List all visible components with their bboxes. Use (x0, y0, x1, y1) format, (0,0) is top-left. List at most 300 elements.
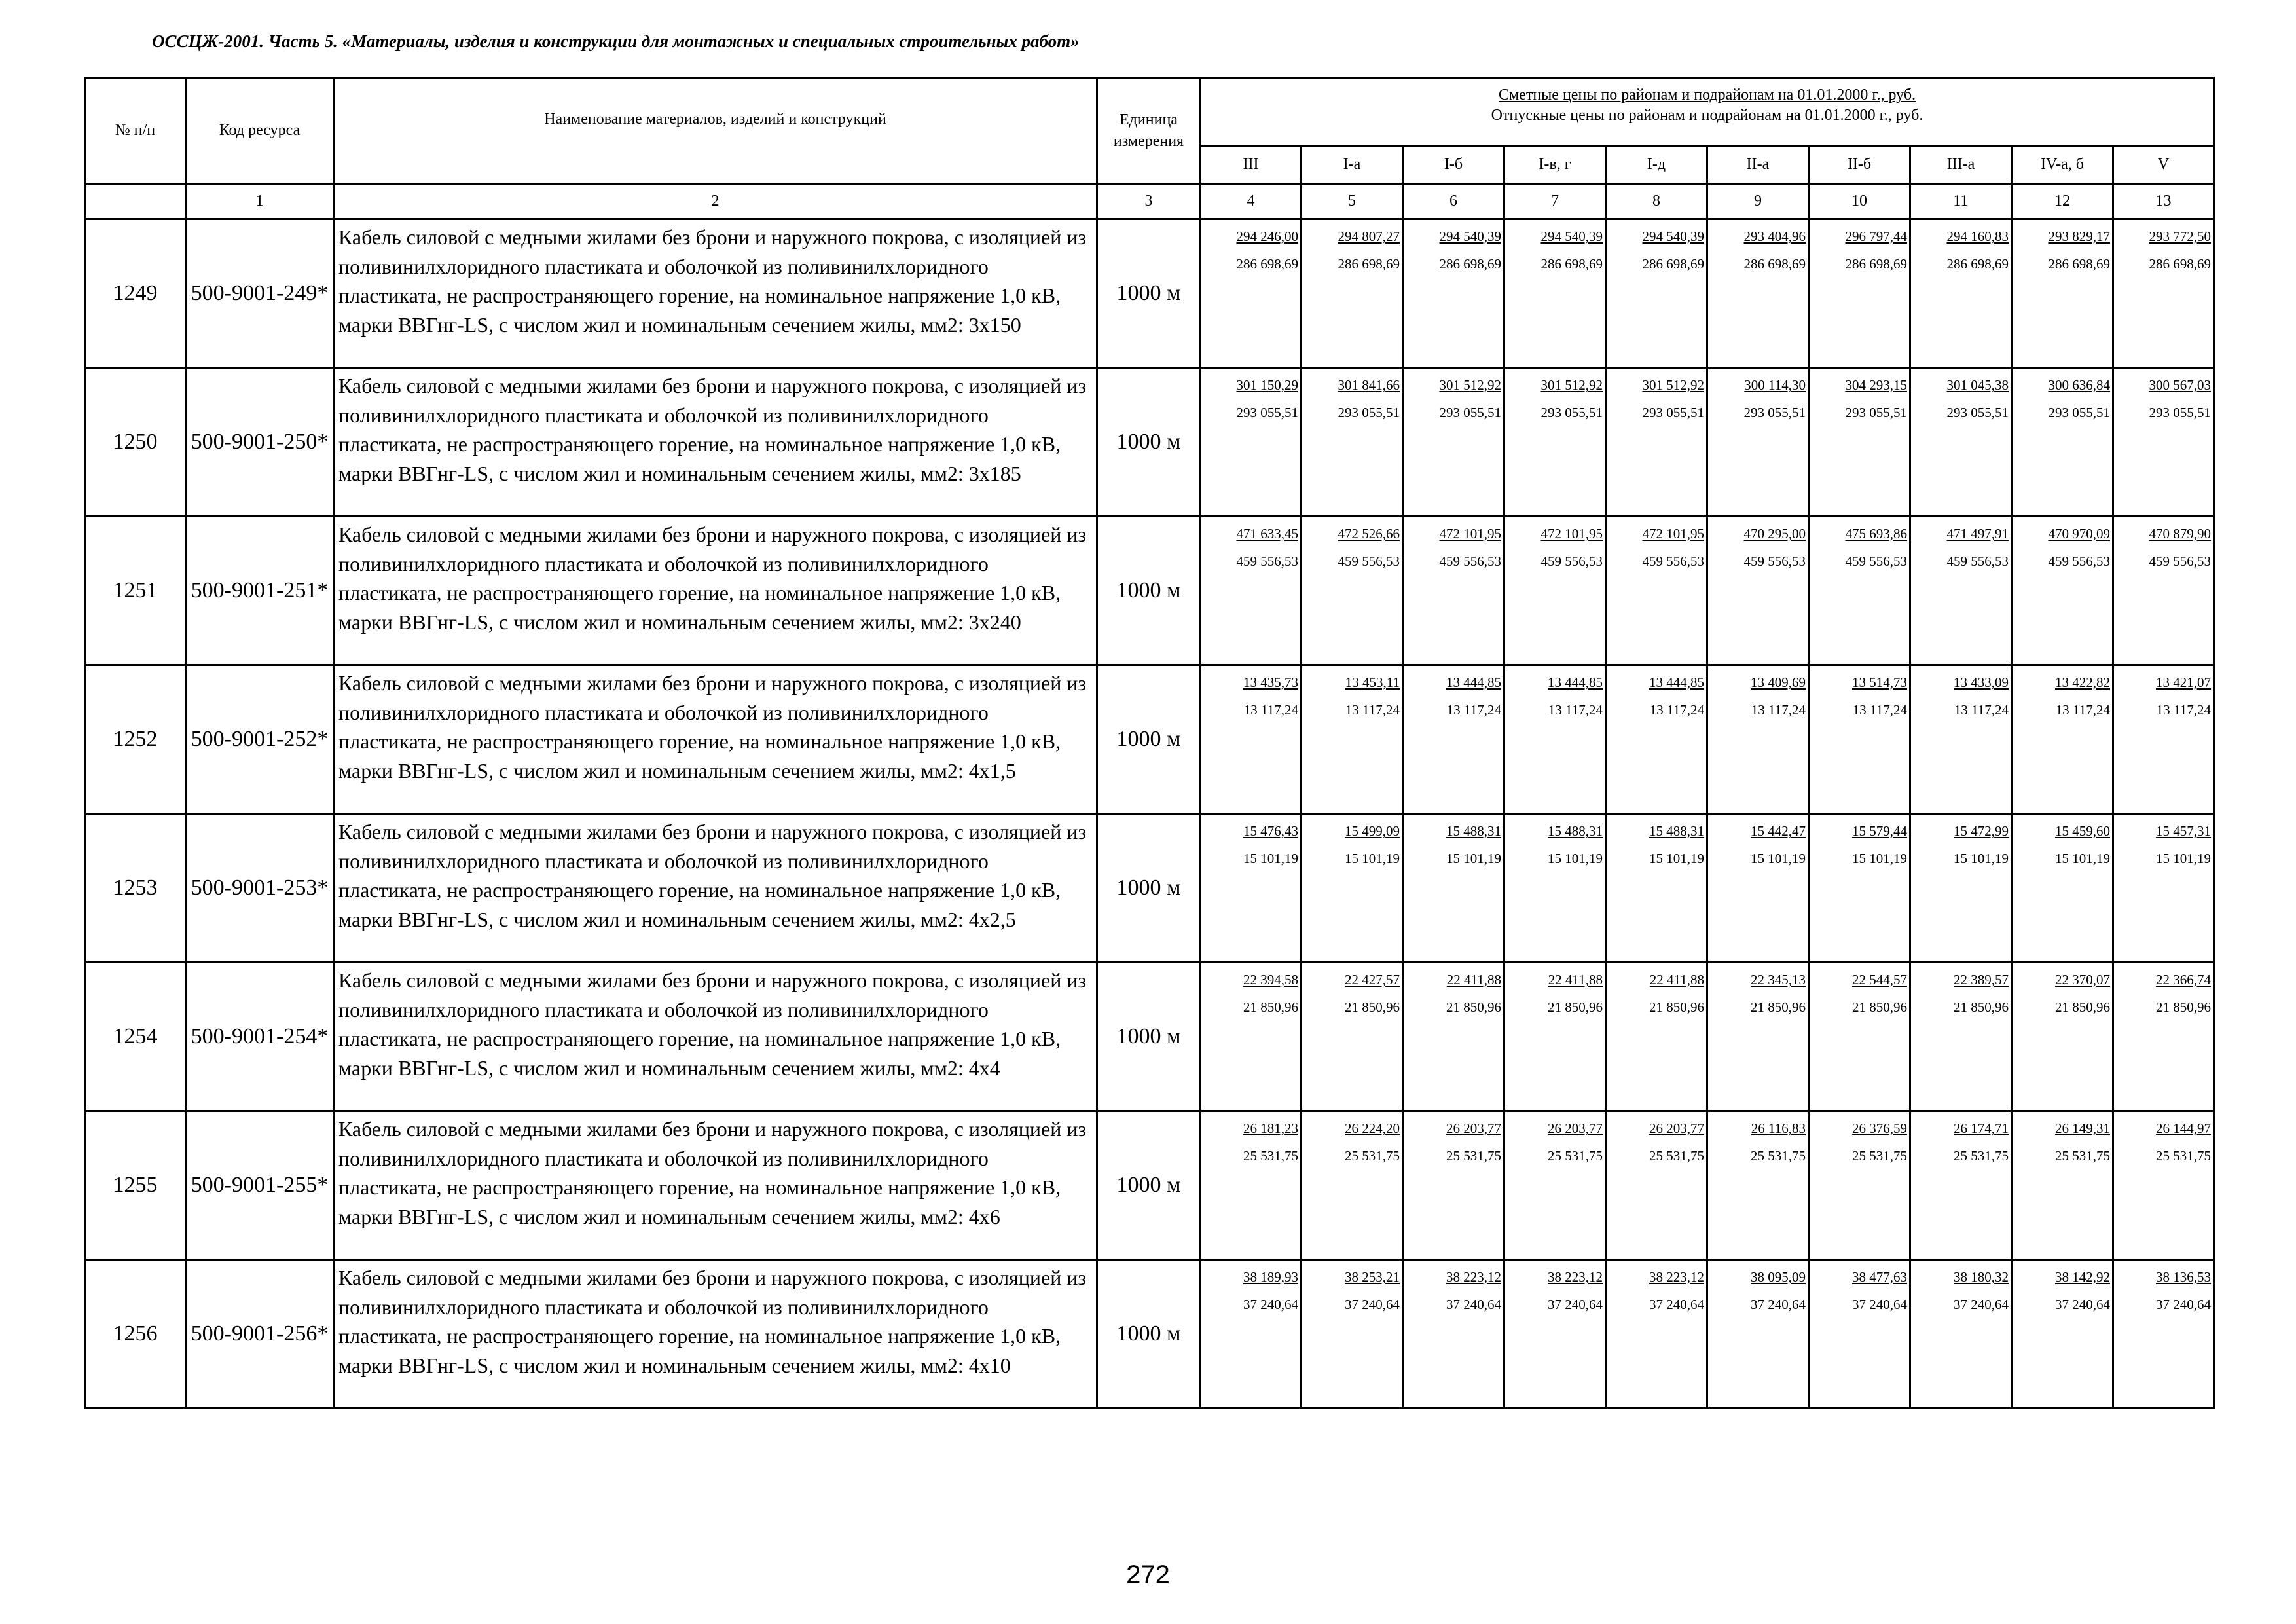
estimate-price: 22 389,57 (1954, 972, 2009, 987)
release-price: 286 698,69 (1338, 256, 1400, 272)
price-cell (1809, 1260, 1910, 1409)
estimate-price: 472 526,66 (1338, 526, 1400, 542)
release-price: 37 240,64 (1345, 1297, 1400, 1312)
price-cell (1302, 368, 1403, 517)
estimate-price: 13 422,82 (2055, 674, 2110, 690)
estimate-price: 294 246,00 (1236, 229, 1298, 244)
resource-code: 500-9001-250* (186, 368, 334, 517)
release-price: 21 850,96 (1548, 999, 1603, 1015)
price-cell (1809, 219, 1910, 368)
price-cell (1910, 665, 2012, 814)
release-price: 459 556,53 (1338, 553, 1400, 569)
release-price: 293 055,51 (1338, 405, 1400, 420)
release-price: 25 531,75 (1751, 1148, 1806, 1164)
release-price: 286 698,69 (1439, 256, 1501, 272)
estimate-price: 472 101,95 (1439, 526, 1501, 542)
price-cell (1910, 1260, 2012, 1409)
release-price: 13 117,24 (1548, 702, 1603, 718)
price-cell (1201, 368, 1302, 517)
price-cell (1606, 368, 1707, 517)
estimate-price: 26 144,97 (2156, 1120, 2212, 1136)
release-price: 25 531,75 (2156, 1148, 2212, 1164)
release-price: 293 055,51 (1439, 405, 1501, 420)
region-header: II-а (1707, 146, 1809, 184)
release-price: 286 698,69 (1845, 256, 1907, 272)
price-cell (1910, 963, 2012, 1111)
release-price: 15 101,19 (1446, 851, 1501, 866)
release-price: 37 240,64 (2156, 1297, 2212, 1312)
estimate-price: 26 116,83 (1751, 1120, 1806, 1136)
price-cell (1201, 517, 1302, 665)
price-cell (1707, 1260, 1809, 1409)
header-name: Наименование материалов, изделий и конструкций (334, 78, 1097, 184)
release-price: 13 117,24 (1852, 702, 1907, 718)
release-price: 13 117,24 (1345, 702, 1400, 718)
price-cell (2113, 517, 2214, 665)
release-price: 293 055,51 (1540, 405, 1603, 420)
header-prices-estimate: Сметные цены по районам и подрайонам на 01.01.2000 г., руб. (1498, 86, 1916, 103)
estimate-price: 22 345,13 (1751, 972, 1806, 987)
price-cell (1201, 963, 1302, 1111)
price-cell (1504, 1111, 1606, 1260)
price-cell (1910, 368, 2012, 517)
resource-code: 500-9001-251* (186, 517, 334, 665)
region-header: I-в, г (1504, 146, 1606, 184)
estimate-price: 13 444,85 (1446, 674, 1501, 690)
release-price: 25 531,75 (2055, 1148, 2110, 1164)
estimate-price: 13 433,09 (1954, 674, 2009, 690)
estimate-price: 13 409,69 (1751, 674, 1806, 690)
release-price: 286 698,69 (1236, 256, 1298, 272)
estimate-price: 15 472,99 (1954, 823, 2009, 839)
price-cell (1403, 368, 1504, 517)
release-price: 25 531,75 (1954, 1148, 2009, 1164)
estimate-price: 38 253,21 (1345, 1269, 1400, 1285)
table-row (85, 1260, 2214, 1409)
column-number: 7 (1504, 184, 1606, 219)
unit-of-measure: 1000 м (1097, 219, 1201, 368)
price-cell (2113, 219, 2214, 368)
price-cell (2113, 1260, 2214, 1409)
column-number: 1 (186, 184, 334, 219)
price-cell (1403, 1260, 1504, 1409)
estimate-price: 301 512,92 (1642, 377, 1704, 393)
estimate-price: 300 114,30 (1744, 377, 1806, 393)
price-cell (1403, 1111, 1504, 1260)
price-cell (1504, 814, 1606, 963)
release-price: 15 101,19 (2156, 851, 2212, 866)
release-price: 459 556,53 (1743, 553, 1806, 569)
column-number: 4 (1201, 184, 1302, 219)
column-number: 6 (1403, 184, 1504, 219)
price-cell (1809, 1111, 1910, 1260)
price-cell (2012, 1111, 2113, 1260)
price-cell (2113, 368, 2214, 517)
release-price: 293 055,51 (2048, 405, 2110, 420)
release-price: 21 850,96 (1954, 999, 2009, 1015)
column-number: 3 (1097, 184, 1201, 219)
release-price: 21 850,96 (1649, 999, 1704, 1015)
price-cell (2012, 963, 2113, 1111)
unit-of-measure: 1000 м (1097, 368, 1201, 517)
release-price: 21 850,96 (1446, 999, 1501, 1015)
price-cell (1302, 963, 1403, 1111)
estimate-price: 13 444,85 (1548, 674, 1603, 690)
estimate-price: 22 366,74 (2156, 972, 2212, 987)
estimate-price: 293 829,17 (2048, 229, 2110, 244)
header-unit: Единица измерения (1097, 78, 1201, 184)
release-price: 459 556,53 (1845, 553, 1907, 569)
unit-of-measure: 1000 м (1097, 665, 1201, 814)
estimate-price: 15 442,47 (1751, 823, 1806, 839)
region-header: V (2113, 146, 2214, 184)
estimate-price: 15 459,60 (2055, 823, 2110, 839)
price-cell (2012, 665, 2113, 814)
price-cell (2113, 963, 2214, 1111)
region-header: I-а (1302, 146, 1403, 184)
estimate-price: 300 567,03 (2149, 377, 2212, 393)
release-price: 37 240,64 (2055, 1297, 2110, 1312)
estimate-price: 301 150,29 (1236, 377, 1298, 393)
price-cell (1201, 1111, 1302, 1260)
release-price: 15 101,19 (1852, 851, 1907, 866)
release-price: 459 556,53 (1439, 553, 1501, 569)
price-cell (1403, 219, 1504, 368)
row-number: 1250 (85, 368, 186, 517)
price-cell (1201, 814, 1302, 963)
resource-code: 500-9001-252* (186, 665, 334, 814)
region-header: II-б (1809, 146, 1910, 184)
release-price: 13 117,24 (2156, 702, 2212, 718)
column-number-blank (85, 184, 186, 219)
release-price: 459 556,53 (1236, 553, 1298, 569)
release-price: 15 101,19 (1243, 851, 1298, 866)
release-price: 13 117,24 (1243, 702, 1298, 718)
price-cell (1809, 368, 1910, 517)
price-cell (1809, 963, 1910, 1111)
release-price: 286 698,69 (1540, 256, 1603, 272)
row-number: 1253 (85, 814, 186, 963)
material-name: Кабель силовой с медными жилами без брони и наружного покрова, с изоляцией из поливинилхлоридного пластиката и оболочкой из поливинилхлоридного пластиката, не распространяющего горение, на номинальное напряжение 1,0 кВ, марки ВВГнг-LS, с числом жил и номинальным сечением жилы, мм2: 4х2,5 (334, 814, 1097, 963)
price-cell (1606, 665, 1707, 814)
region-header: I-д (1606, 146, 1707, 184)
price-cell (1809, 517, 1910, 665)
release-price: 25 531,75 (1649, 1148, 1704, 1164)
estimate-price: 301 512,92 (1439, 377, 1501, 393)
price-cell (1403, 963, 1504, 1111)
release-price: 15 101,19 (1548, 851, 1603, 866)
estimate-price: 471 633,45 (1236, 526, 1298, 542)
unit-of-measure: 1000 м (1097, 1111, 1201, 1260)
price-cell (1606, 1260, 1707, 1409)
release-price: 293 055,51 (1236, 405, 1298, 420)
price-cell (1606, 517, 1707, 665)
release-price: 37 240,64 (1649, 1297, 1704, 1312)
release-price: 37 240,64 (1548, 1297, 1603, 1312)
release-price: 25 531,75 (1852, 1148, 1907, 1164)
estimate-price: 15 488,31 (1446, 823, 1501, 839)
estimate-price: 301 512,92 (1540, 377, 1603, 393)
material-name: Кабель силовой с медными жилами без брони и наружного покрова, с изоляцией из поливинилхлоридного пластиката и оболочкой из поливинилхлоридного пластиката, не распространяющего горение, на номинальное напряжение 1,0 кВ, марки ВВГнг-LS, с числом жил и номинальным сечением жилы, мм2: 3х240 (334, 517, 1097, 665)
header-num: № п/п (85, 78, 186, 184)
price-cell (1302, 665, 1403, 814)
resource-code: 500-9001-256* (186, 1260, 334, 1409)
material-name: Кабель силовой с медными жилами без брони и наружного покрова, с изоляцией из поливинилхлоридного пластиката и оболочкой из поливинилхлоридного пластиката, не распространяющего горение, на номинальное напряжение 1,0 кВ, марки ВВГнг-LS, с числом жил и номинальным сечением жилы, мм2: 4х1,5 (334, 665, 1097, 814)
release-price: 21 850,96 (1345, 999, 1400, 1015)
price-cell (1302, 1111, 1403, 1260)
row-number: 1251 (85, 517, 186, 665)
price-cell (1504, 963, 1606, 1111)
material-name: Кабель силовой с медными жилами без брони и наружного покрова, с изоляцией из поливинилхлоридного пластиката и оболочкой из поливинилхлоридного пластиката, не распространяющего горение, на номинальное напряжение 1,0 кВ, марки ВВГнг-LS, с числом жил и номинальным сечением жилы, мм2: 4х10 (334, 1260, 1097, 1409)
estimate-price: 293 404,96 (1743, 229, 1806, 244)
estimate-price: 22 411,88 (1446, 972, 1501, 987)
release-price: 37 240,64 (1243, 1297, 1298, 1312)
release-price: 459 556,53 (2048, 553, 2110, 569)
row-number: 1254 (85, 963, 186, 1111)
estimate-price: 470 295,00 (1743, 526, 1806, 542)
release-price: 25 531,75 (1243, 1148, 1298, 1164)
release-price: 15 101,19 (1954, 851, 2009, 866)
unit-of-measure: 1000 м (1097, 814, 1201, 963)
estimate-price: 22 411,88 (1548, 972, 1603, 987)
price-table (84, 77, 2215, 1409)
release-price: 459 556,53 (2149, 553, 2212, 569)
release-price: 293 055,51 (1642, 405, 1704, 420)
estimate-price: 471 497,91 (1946, 526, 2009, 542)
release-price: 21 850,96 (2055, 999, 2110, 1015)
estimate-price: 472 101,95 (1642, 526, 1704, 542)
release-price: 293 055,51 (1946, 405, 2009, 420)
estimate-price: 472 101,95 (1540, 526, 1603, 542)
price-cell (1403, 517, 1504, 665)
estimate-price: 294 807,27 (1338, 229, 1400, 244)
unit-of-measure: 1000 м (1097, 963, 1201, 1111)
price-cell (1606, 814, 1707, 963)
column-number: 12 (2012, 184, 2113, 219)
estimate-price: 470 879,90 (2149, 526, 2212, 542)
release-price: 15 101,19 (1751, 851, 1806, 866)
estimate-price: 304 293,15 (1845, 377, 1907, 393)
column-number: 2 (334, 184, 1097, 219)
unit-of-measure: 1000 м (1097, 1260, 1201, 1409)
resource-code: 500-9001-249* (186, 219, 334, 368)
price-cell (1707, 219, 1809, 368)
column-number: 11 (1910, 184, 2012, 219)
region-header: IV-а, б (2012, 146, 2113, 184)
page-number: 272 (1126, 1560, 1170, 1589)
release-price: 13 117,24 (2055, 702, 2110, 718)
estimate-price: 38 189,93 (1243, 1269, 1298, 1285)
release-price: 13 117,24 (1751, 702, 1806, 718)
table-row (85, 368, 2214, 517)
price-cell (2012, 368, 2113, 517)
release-price: 15 101,19 (1345, 851, 1400, 866)
estimate-price: 294 160,83 (1946, 229, 2009, 244)
estimate-price: 470 970,09 (2048, 526, 2110, 542)
release-price: 459 556,53 (1540, 553, 1603, 569)
release-price: 21 850,96 (2156, 999, 2212, 1015)
release-price: 21 850,96 (1243, 999, 1298, 1015)
estimate-price: 26 203,77 (1548, 1120, 1603, 1136)
release-price: 286 698,69 (1743, 256, 1806, 272)
release-price: 37 240,64 (1852, 1297, 1907, 1312)
price-cell (2012, 219, 2113, 368)
price-cell (1403, 665, 1504, 814)
price-cell (2012, 1260, 2113, 1409)
column-number: 8 (1606, 184, 1707, 219)
release-price: 286 698,69 (1642, 256, 1704, 272)
row-number: 1252 (85, 665, 186, 814)
region-header: III (1201, 146, 1302, 184)
header-prices (1201, 78, 2214, 146)
price-cell (1910, 1111, 2012, 1260)
price-cell (1504, 1260, 1606, 1409)
estimate-price: 293 772,50 (2149, 229, 2212, 244)
region-header: I-б (1403, 146, 1504, 184)
resource-code: 500-9001-255* (186, 1111, 334, 1260)
price-cell (1201, 1260, 1302, 1409)
estimate-price: 300 636,84 (2048, 377, 2110, 393)
estimate-price: 22 544,57 (1852, 972, 1907, 987)
release-price: 25 531,75 (1446, 1148, 1501, 1164)
price-cell (1302, 814, 1403, 963)
row-number: 1255 (85, 1111, 186, 1260)
release-price: 37 240,64 (1954, 1297, 2009, 1312)
price-cell (1302, 517, 1403, 665)
estimate-price: 38 223,12 (1548, 1269, 1603, 1285)
estimate-price: 26 224,20 (1345, 1120, 1400, 1136)
region-header: III-а (1910, 146, 2012, 184)
price-cell (1707, 665, 1809, 814)
release-price: 459 556,53 (1642, 553, 1704, 569)
estimate-price: 301 045,38 (1946, 377, 2009, 393)
column-number: 10 (1809, 184, 1910, 219)
release-price: 13 117,24 (1649, 702, 1704, 718)
header-code: Код ресурса (186, 78, 334, 184)
estimate-price: 294 540,39 (1439, 229, 1501, 244)
estimate-price: 26 203,77 (1446, 1120, 1501, 1136)
table-row (85, 814, 2214, 963)
material-name: Кабель силовой с медными жилами без брони и наружного покрова, с изоляцией из поливинилхлоридного пластиката и оболочкой из поливинилхлоридного пластиката, не распространяющего горение, на номинальное напряжение 1,0 кВ, марки ВВГнг-LS, с числом жил и номинальным сечением жилы, мм2: 4х4 (334, 963, 1097, 1111)
estimate-price: 26 149,31 (2055, 1120, 2110, 1136)
price-cell (1606, 219, 1707, 368)
estimate-price: 296 797,44 (1845, 229, 1907, 244)
estimate-price: 475 693,86 (1845, 526, 1907, 542)
price-cell (1606, 1111, 1707, 1260)
table-row (85, 517, 2214, 665)
price-cell (1504, 368, 1606, 517)
release-price: 293 055,51 (2149, 405, 2212, 420)
price-cell (1809, 814, 1910, 963)
release-price: 37 240,64 (1751, 1297, 1806, 1312)
price-cell (1809, 665, 1910, 814)
release-price: 21 850,96 (1751, 999, 1806, 1015)
price-cell (2113, 814, 2214, 963)
estimate-price: 22 411,88 (1649, 972, 1704, 987)
estimate-price: 22 394,58 (1243, 972, 1298, 987)
price-cell (1910, 517, 2012, 665)
estimate-price: 26 203,77 (1649, 1120, 1704, 1136)
price-cell (2012, 517, 2113, 665)
estimate-price: 15 488,31 (1548, 823, 1603, 839)
material-name: Кабель силовой с медными жилами без брони и наружного покрова, с изоляцией из поливинилхлоридного пластиката и оболочкой из поливинилхлоридного пластиката, не распространяющего горение, на номинальное напряжение 1,0 кВ, марки ВВГнг-LS, с числом жил и номинальным сечением жилы, мм2: 3х150 (334, 219, 1097, 368)
price-cell (1707, 963, 1809, 1111)
price-cell (1707, 517, 1809, 665)
estimate-price: 13 514,73 (1852, 674, 1907, 690)
price-cell (1201, 665, 1302, 814)
estimate-price: 26 174,71 (1954, 1120, 2009, 1136)
release-price: 286 698,69 (2149, 256, 2212, 272)
estimate-price: 38 180,32 (1954, 1269, 2009, 1285)
estimate-price: 294 540,39 (1540, 229, 1603, 244)
row-number: 1256 (85, 1260, 186, 1409)
release-price: 15 101,19 (2055, 851, 2110, 866)
estimate-price: 15 488,31 (1649, 823, 1704, 839)
resource-code: 500-9001-253* (186, 814, 334, 963)
estimate-price: 13 435,73 (1243, 674, 1298, 690)
document-header: ОССЦЖ-2001. Часть 5. «Материалы, изделия и конструкции для монтажных и специальных строительных работ» (152, 31, 1080, 51)
price-cell (2113, 665, 2214, 814)
estimate-price: 26 376,59 (1852, 1120, 1907, 1136)
estimate-price: 301 841,66 (1338, 377, 1400, 393)
release-price: 15 101,19 (1649, 851, 1704, 866)
row-number: 1249 (85, 219, 186, 368)
table-row (85, 219, 2214, 368)
price-cell (1504, 517, 1606, 665)
price-cell (2113, 1111, 2214, 1260)
table-row (85, 1111, 2214, 1260)
release-price: 286 698,69 (2048, 256, 2110, 272)
release-price: 286 698,69 (1946, 256, 2009, 272)
material-name: Кабель силовой с медными жилами без брони и наружного покрова, с изоляцией из поливинилхлоридного пластиката и оболочкой из поливинилхлоридного пластиката, не распространяющего горение, на номинальное напряжение 1,0 кВ, марки ВВГнг-LS, с числом жил и номинальным сечением жилы, мм2: 3х185 (334, 368, 1097, 517)
release-price: 13 117,24 (1954, 702, 2009, 718)
release-price: 21 850,96 (1852, 999, 1907, 1015)
estimate-price: 26 181,23 (1243, 1120, 1298, 1136)
estimate-price: 38 095,09 (1751, 1269, 1806, 1285)
estimate-price: 13 453,11 (1345, 674, 1400, 690)
unit-of-measure: 1000 м (1097, 517, 1201, 665)
estimate-price: 13 444,85 (1649, 674, 1704, 690)
estimate-price: 294 540,39 (1642, 229, 1704, 244)
price-cell (1504, 665, 1606, 814)
estimate-price: 13 421,07 (2156, 674, 2212, 690)
estimate-price: 38 136,53 (2156, 1269, 2212, 1285)
table-row (85, 963, 2214, 1111)
price-cell (1707, 368, 1809, 517)
price-cell (1403, 814, 1504, 963)
release-price: 293 055,51 (1743, 405, 1806, 420)
release-price: 13 117,24 (1446, 702, 1501, 718)
price-cell (2012, 814, 2113, 963)
estimate-price: 15 457,31 (2156, 823, 2212, 839)
price-cell (1606, 963, 1707, 1111)
header-prices-release: Отпускные цены по районам и подрайонам на 01.01.2000 г., руб. (1491, 107, 1923, 124)
estimate-price: 38 142,92 (2055, 1269, 2110, 1285)
estimate-price: 22 427,57 (1345, 972, 1400, 987)
price-cell (1910, 219, 2012, 368)
estimate-price: 22 370,07 (2055, 972, 2110, 987)
price-cell (1201, 219, 1302, 368)
price-cell (1302, 1260, 1403, 1409)
table-row (85, 665, 2214, 814)
resource-code: 500-9001-254* (186, 963, 334, 1111)
column-number: 9 (1707, 184, 1809, 219)
release-price: 459 556,53 (1946, 553, 2009, 569)
column-number: 5 (1302, 184, 1403, 219)
release-price: 37 240,64 (1446, 1297, 1501, 1312)
estimate-price: 15 499,09 (1345, 823, 1400, 839)
price-cell (1707, 1111, 1809, 1260)
